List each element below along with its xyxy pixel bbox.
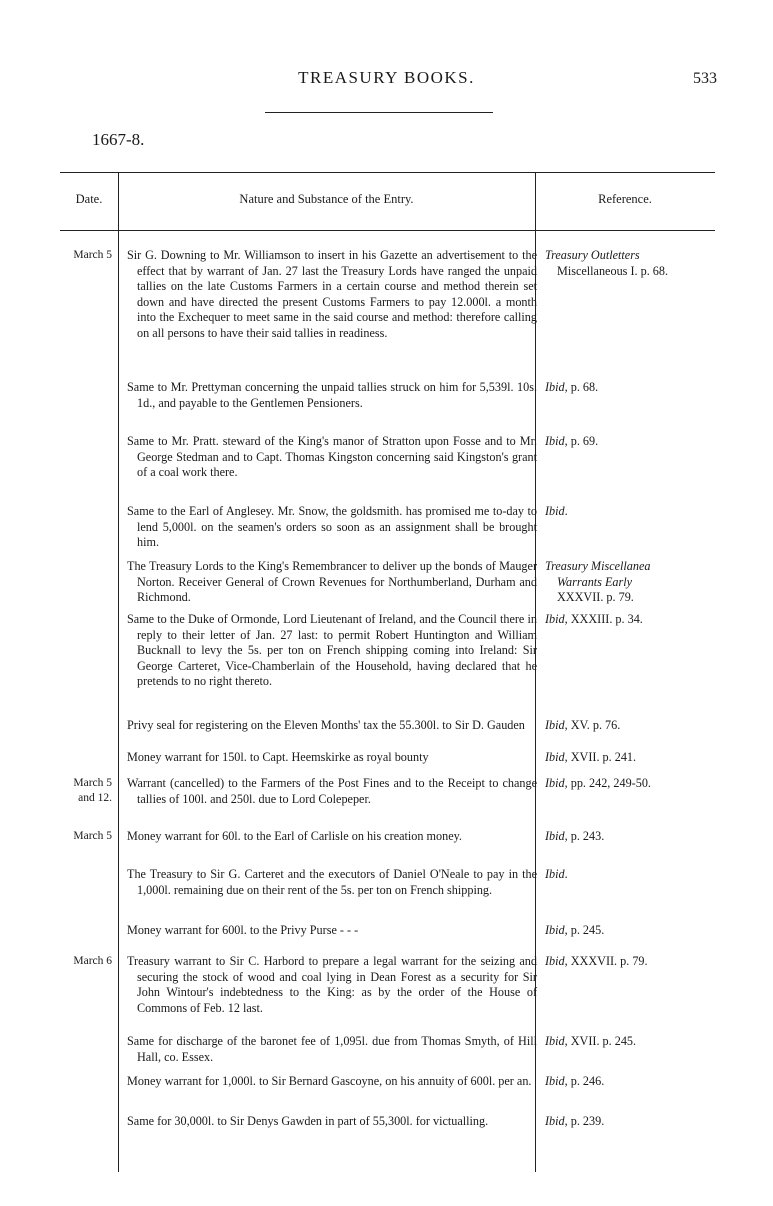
reference-detail: , p. 239. [564,1114,605,1128]
entry-reference [545,867,715,883]
entry-reference [545,1034,715,1050]
reference-source: Treasury Outletters [545,248,640,262]
reference-source: Treasury Miscellanea [545,559,651,573]
entry-text: Same for discharge of the baronet fee of 1,095l. due from Thomas Smyth, of Hill Hall, co. Essex. [127,1034,537,1064]
reference-detail: , p. 245. [564,923,605,937]
reference-volume: XXXVII. p. 79. [557,590,634,605]
reference-source: Ibid [545,612,565,626]
reference-detail: Warrants Early [557,574,633,589]
page-number: 533 [693,70,717,87]
entry-reference [545,829,715,845]
reference-detail: , p. 246. [564,1074,605,1088]
entry-date: March 5 [73,830,112,842]
reference-detail: , XVII. p. 245. [564,1034,637,1048]
column-divider-date [118,172,119,1172]
entry-text: Same for 30,000l. to Sir Denys Gawden in part of 55,300l. for victualling. [127,1114,489,1128]
column-header-nature: Nature and Substance of the Entry. [239,192,414,206]
reference-detail: Miscellaneous I. p. 68. [557,263,669,278]
entry-reference [545,923,715,939]
entry-text: Same to Mr. Prettyman concerning the unpaid tallies struck on him for 5,539l. 10s. 1d., and payable to the Gentlemen Pensioners. [127,380,537,410]
entry-reference [545,504,715,520]
entry-text: Money warrant for 600l. to the Privy Purse - - - [127,923,359,937]
entry-reference [545,248,715,279]
entry-reference [545,954,715,970]
entry-text: Money warrant for 1,000l. to Sir Bernard Gascoyne, on his annuity of 600l. per an. [127,1074,532,1088]
reference-detail: , pp. 242, 249-50. [564,776,651,790]
entry-reference [545,380,715,396]
entry-date: March 5 and 12. [73,777,112,804]
entry-reference [545,718,715,734]
reference-source: Ibid [545,829,565,843]
entry-reference [545,559,715,606]
entry-reference [545,750,715,766]
entry-text: Same to Mr. Pratt. steward of the King's manor of Stratton upon Fosse and to Mr. George Stedman and to Capt. Thomas Kingston concerning said Kingston's grant of a coal work there. [127,434,537,480]
entry-reference [545,776,715,792]
reference-detail: . [564,504,568,518]
column-header-date: Date. [75,192,103,206]
running-head [0,68,773,94]
entry-reference [545,612,715,628]
entry-text: Warrant (cancelled) to the Farmers of the Post Fines and to the Receipt to change tallies of 100l. and 250l. due to Lord Colepeper. [127,776,537,806]
reference-source: Ibid [545,434,565,448]
entry-date: March 5 [73,249,112,261]
reference-source: Ibid [545,1034,565,1048]
entry-text: The Treasury Lords to the King's Remembrancer to deliver up the bonds of Mauger Norton. Receiver General of Crown Revenues for Northumberland, Durham and Richmond. [127,559,537,605]
reference-source: Ibid [545,750,565,764]
entry-text: The Treasury to Sir G. Carteret and the executors of Daniel O'Neale to pay in the 1,000l. remaining due on their rent of the 5s. per ton on French shipping. [127,867,537,897]
reference-detail: , p. 243. [564,829,605,843]
reference-detail: , XXXVII. p. 79. [564,954,648,968]
entry-text: Money warrant for 60l. to the Earl of Carlisle on his creation money. [127,829,462,843]
entry-reference [545,434,715,450]
column-header-reference: Reference. [598,192,652,206]
header-rule [265,112,493,113]
reference-detail: , XV. p. 76. [564,718,621,732]
entry-text: Same to the Duke of Ormonde, Lord Lieutenant of Ireland, and the Council there in reply to their letter of Jan. 27 last: to permit Robert Huntington and William Bucknall to levy the 5s. per ton on French shipping coming into Ireland: Sir George Carteret, Vice-Chamberlain of the Household, having declared that he pretends to no right thereto. [127,612,537,689]
entry-reference [545,1074,715,1090]
reference-source: Ibid [545,380,565,394]
reference-source: Ibid [545,923,565,937]
reference-source: Ibid [545,776,565,790]
entry-text: Sir G. Downing to Mr. Williamson to insert in his Gazette an advertisement to the effect that by warrant of Jan. 27 last the Treasury Lords have ranged the unpaid tallies on the late Customs Farmers in a certain course and method therein set down and have directed the present Customs Farmers to pay 12.000l. a month into the Exchequer to meet same in the said course and method: therefore calling on all persons to have their said tallies in readiness. [127,248,537,340]
reference-detail: , p. 68. [564,380,599,394]
entry-text: Money warrant for 150l. to Capt. Heemskirke as royal bounty [127,750,429,764]
entry-text: Same to the Earl of Anglesey. Mr. Snow, the goldsmith. has promised me to-day to lend 5,000l. on the seamen's orders so soon as an assignment shall be brought him. [127,504,537,550]
reference-detail: , XVII. p. 241. [564,750,637,764]
entry-text: Privy seal for registering on the Eleven Months' tax the 55.300l. to Sir D. Gauden [127,718,525,732]
running-title: TREASURY BOOKS. [298,68,475,87]
reference-source: Ibid [545,867,565,881]
reference-source: Ibid [545,1074,565,1088]
table-top-rule [60,172,715,173]
reference-source: Ibid [545,1114,565,1128]
entry-reference [545,1114,715,1130]
reference-detail: . [564,867,568,881]
reference-detail: , XXXIII. p. 34. [564,612,643,626]
reference-source: Ibid [545,954,565,968]
reference-source: Ibid [545,504,565,518]
table-header-rule [60,230,715,231]
entry-date: March 6 [73,955,112,967]
entry-text: Treasury warrant to Sir C. Harbord to prepare a legal warrant for the seizing and securing the stock of wood and coal lying in Dean Forest as a security for Sir John Wintour's indebtedness to the King: as by the order of the House of Commons of Feb. 12 last. [127,954,537,1015]
entries-table [60,172,715,1172]
reference-detail: , p. 69. [564,434,599,448]
reference-source: Ibid [545,718,565,732]
year-heading: 1667-8. [92,130,145,149]
